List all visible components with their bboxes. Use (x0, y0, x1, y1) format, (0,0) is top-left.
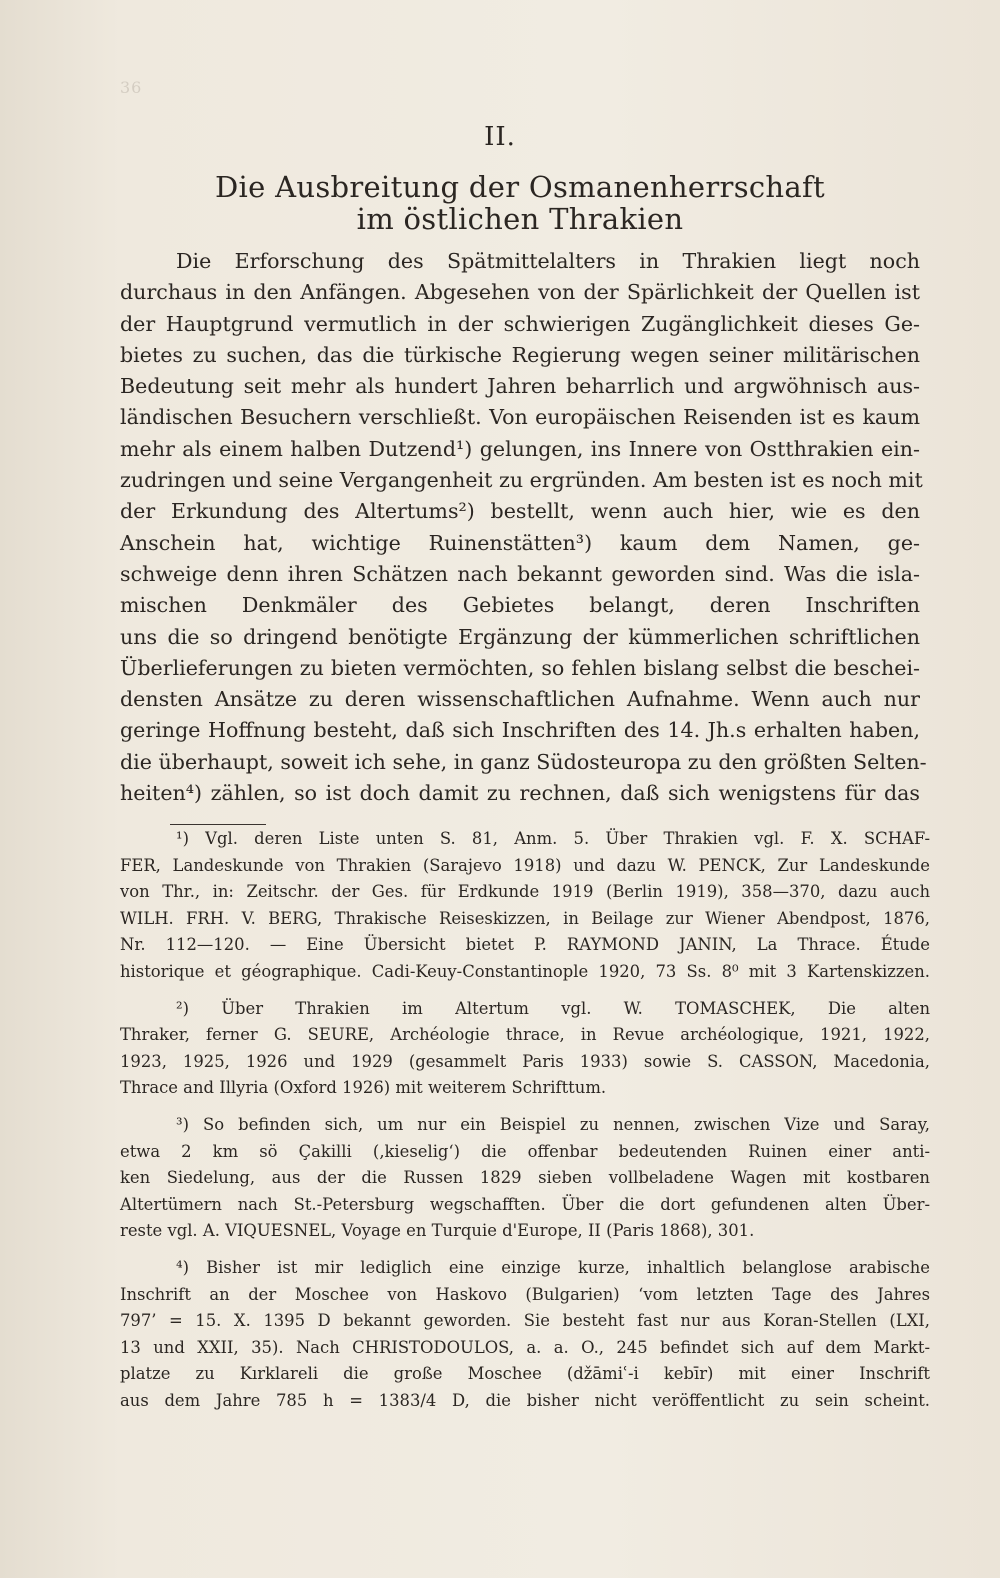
footnote-line: ¹) Vgl. deren Liste unten S. 81, Anm. 5. Über Thrakien vgl. F. X. SCHAF- (176, 829, 930, 848)
body-line: ländischen Besuchern verschließt. Von europäischen Reisenden ist es kaum (120, 405, 920, 430)
footnotes (120, 826, 930, 1424)
body-line: bietes zu suchen, das die türkische Regierung wegen seiner militärischen (120, 342, 920, 367)
footnote-line: 1923, 1925, 1926 und 1929 (gesammelt Paris 1933) sowie S. CASSON, Macedonia, (120, 1051, 930, 1071)
body-line: geringe Hoffnung besteht, daß sich Inschriften des 14. Jh.s erhalten haben, (120, 718, 920, 743)
body-line: heiten⁴) zählen, so ist doch damit zu rechnen, daß sich wenigstens für das (120, 781, 920, 806)
footnote-4 (120, 1255, 930, 1415)
footnote-line: WILH. FRH. V. BERG, Thrakische Reiseskizzen, in Beilage zur Wiener Abendpost, 1876, (120, 908, 930, 928)
footnote-separator (170, 824, 266, 825)
body-line: Bedeutung seit mehr als hundert Jahren beharrlich und argwöhnisch aus- (120, 374, 920, 399)
footnote-3 (120, 1112, 930, 1245)
footnote-line: ³) So befinden sich, um nur ein Beispiel zu nennen, zwischen Vize und Saray, (176, 1114, 930, 1134)
body-line: schweige denn ihren Schätzen nach bekannt geworden sind. Was die isla- (120, 561, 920, 586)
body-line: Überlieferungen zu bieten vermöchten, so fehlen bislang selbst die beschei- (120, 655, 920, 680)
body-line: densten Ansätze zu deren wissenschaftlichen Aufnahme. Wenn auch nur (120, 687, 920, 712)
footnote-line: 13 und XXII, 35). Nach CHRISTODOULOS, a. a. O., 245 befindet sich auf dem Markt- (120, 1337, 930, 1357)
footnote-line: 797’ = 15. X. 1395 D bekannt geworden. Sie besteht fast nur aus Koran-Stellen (LXI, (120, 1311, 930, 1331)
body-line: zudringen und seine Vergangenheit zu ergründen. Am besten ist es noch mit (120, 468, 923, 493)
chapter-title-line-1: Die Ausbreitung der Osmanenherrschaft (215, 170, 825, 204)
footnote-line: aus dem Jahre 785 h = 1383/4 D, die bisher nicht veröffentlicht zu sein scheint. (120, 1390, 930, 1410)
footnote-line: ⁴) Bisher ist mir lediglich eine einzige kurze, inhaltlich belanglose arabische (176, 1257, 930, 1277)
chapter-number: II. (484, 122, 516, 152)
footnote-2 (120, 996, 930, 1102)
footnote-line: ²) Über Thrakien im Altertum vgl. W. TOMASCHEK, Die alten (176, 998, 930, 1018)
footnote-line: reste vgl. A. VIQUESNEL, Voyage en Turquie d'Europe, II (Paris 1868), 301. (120, 1221, 755, 1241)
body-line: der Erkundung des Altertums²) bestellt, wenn auch hier, wie es den (120, 499, 920, 524)
body-line: mischen Denkmäler des Gebietes belangt, deren Inschriften (120, 593, 920, 618)
body-line: die überhaupt, soweit ich sehe, in ganz Südosteuropa zu den größten Selten- (120, 749, 927, 774)
body-line: Anschein hat, wichtige Ruinenstätten³) kaum dem Namen, ge- (120, 530, 920, 555)
body-text (120, 246, 927, 809)
footnote-line: platze zu Kırklareli die große Moschee (džāmiʿ-i kebīr) mit einer Inschrift (120, 1364, 930, 1384)
footnote-line: historique et géographique. Cadi-Keuy-Constantinople 1920, 73 Ss. 8⁰ mit 3 Kartenskizzen. (120, 961, 930, 981)
footnote-line: von Thr., in: Zeitschr. der Ges. für Erdkunde 1919 (Berlin 1919), 358—370, dazu auch (120, 882, 930, 902)
chapter-title-line-2: im östlichen Thrakien (356, 202, 684, 236)
footnote-line: ken Siedelung, aus der die Russen 1829 sieben vollbeladene Wagen mit kostbaren (120, 1168, 930, 1188)
footnote-line: Altertümern nach St.-Petersburg wegschafften. Über die dort gefundenen alten Über- (120, 1194, 930, 1214)
footnote-line: Thraker, ferner G. SEURE, Archéologie thrace, in Revue archéologique, 1921, 1922, (120, 1025, 930, 1045)
footnote-line: Nr. 112—120. — Eine Übersicht bietet P. RAYMOND JANIN, La Thrace. Étude (120, 935, 930, 955)
body-line: mehr als einem halben Dutzend¹) gelungen, ins Innere von Ostthrakien ein- (120, 436, 920, 461)
footnote-line: Thrace and Illyria (Oxford 1926) mit weiterem Schrifttum. (120, 1078, 607, 1098)
footnote-line: etwa 2 km sö Çakilli (‚kieselig‘) die offenbar bedeutenden Ruinen einer anti- (120, 1141, 930, 1161)
footnote-1 (120, 826, 930, 986)
body-line: uns die so dringend benötigte Ergänzung der kümmerlichen schriftlichen (120, 624, 920, 649)
body-line: Die Erforschung des Spätmittelalters in Thrakien liegt noch (176, 249, 920, 273)
bleed-through-page-number: 36 (120, 78, 143, 97)
body-line: durchaus in den Anfängen. Abgesehen von der Spärlichkeit der Quellen ist (120, 280, 920, 305)
body-line: der Hauptgrund vermutlich in der schwierigen Zugänglichkeit dieses Ge- (120, 311, 920, 336)
footnote-line: Inschrift an der Moschee von Haskovo (Bulgarien) ‘vom letzten Tage des Jahres (120, 1284, 930, 1304)
footnote-line: FER, Landeskunde von Thrakien (Sarajevo 1918) und dazu W. PENCK, Zur Landeskunde (120, 855, 930, 875)
